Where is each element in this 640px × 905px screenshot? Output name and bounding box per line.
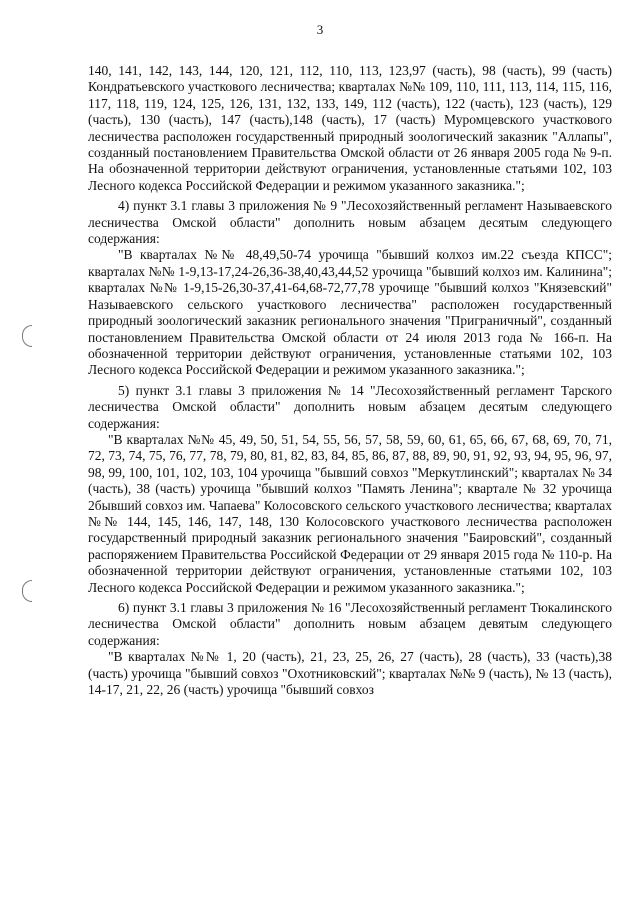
paragraph-item-6: 6) пункт 3.1 главы 3 приложения № 16 "Лесохозяйственный регламент Тюкалинского лесничества Омской области" дополнить новым абзацем девятым следующего содержания: xyxy=(88,600,612,648)
punch-hole-mark-top xyxy=(22,325,32,347)
page-number: 3 xyxy=(316,22,324,37)
punch-hole-mark-bottom xyxy=(22,580,32,602)
document-body xyxy=(88,63,612,698)
paragraph-item-5: 5) пункт 3.1 главы 3 приложения № 14 "Лесохозяйственный регламент Тарского лесничества Омской области" дополнить новым абзацем десятым следующего содержания: xyxy=(88,382,612,431)
paragraph-continuation: 140, 141, 142, 143, 144, 120, 121, 112, 110, 113, 123,97 (часть), 98 (часть), 99 (часть) Кондратьевского участкового лесничества; кварталах №№ 109, 110, 111, 113, 114, 115, 116, 117, 118, 119, 124, 125, 126, 131, 132, 133, 149, 112 (часть), 122 (часть), 123 (часть), 129 (часть), 130 (часть), 147 (часть),148 (часть), 17 (часть) Муромцевского участкового лесничества расположен государственный природный зоологический заказник "Аллапы", созданный постановлением Правительства Омской области от 26 января 2005 года № 9-п. На обозначенной территории действуют ограничения, установленные статьями 102, 103 Лесного кодекса Российской Федерации и режимом указанного заказника."; xyxy=(88,63,612,193)
paragraph-quote-tarsky: "В кварталах №№ 45, 49, 50, 51, 54, 55, 56, 57, 58, 59, 60, 61, 65, 66, 67, 68, 69, 70, 71, 72, 73, 74, 75, 76, 77, 78, 79, 80, 81, 82, 83, 84, 85, 86, 87, 88, 89, 90, 91, 92, 93, 94, 95, 96, 97, 98, 99, 100, 101, 102, 103, 104 урочища "бывший совхоз "Меркутлинский"; кварталах № 34 (часть), 38 (часть) урочища "бывший колхоз "Память Ленина"; квартале № 32 урочища 2бывший совхоз им. Чапаева" Колосовского сельского участкового лесничества; кварталах №№ 144, 145, 146, 147, 148, 130 Колосовского участкового лесничества расположен государственный природный заказник регионального значения "Баировский", созданный распоряжением Правительства Российской Федерации от 29 января 2015 года № 110-р. На обозначенной территории действуют ограничения, установленные статьями 102, 103 Лесного кодекса Российской Федерации и режимом указанного заказника."; xyxy=(88,431,612,595)
paragraph-item-4: 4) пункт 3.1 главы 3 приложения № 9 "Лесохозяйственный регламент Называевского лесничества Омской области" дополнить новым абзацем десятым следующего содержания: xyxy=(88,198,612,247)
paragraph-quote-tyukalinsky: "В кварталах №№ 1, 20 (часть), 21, 23, 25, 26, 27 (часть), 28 (часть), 33 (часть),38 (часть) урочища "бывший совхоз "Охотниковский"; кварталах №№ 9 (часть), № 13 (часть), 14-17, 21, 22, 26 (часть) урочища "бывший совхоз xyxy=(88,649,612,698)
paragraph-quote-nazyvaevsky: "В кварталах №№ 48,49,50-74 урочища "бывший колхоз им.22 съезда КПСС"; кварталах №№ 1-9,13-17,24-26,36-38,40,43,44,52 урочища "бывший колхоз им. Калинина"; кварталах №№ 1-9,15-26,30-37,41-64,68-72,77,78 урочище "бывший колхоз "Князевский" Называевского сельского участкового лесничества" расположен государственный природный зоологический заказник регионального значения "Приграничный", созданный постановлением Правительства Омской области от 24 июля 2013 года № 166-п. На обозначенной территории действуют ограничения, установленные статьями 102, 103 Лесного кодекса Российской Федерации и режимом указанного заказника."; xyxy=(88,247,612,378)
